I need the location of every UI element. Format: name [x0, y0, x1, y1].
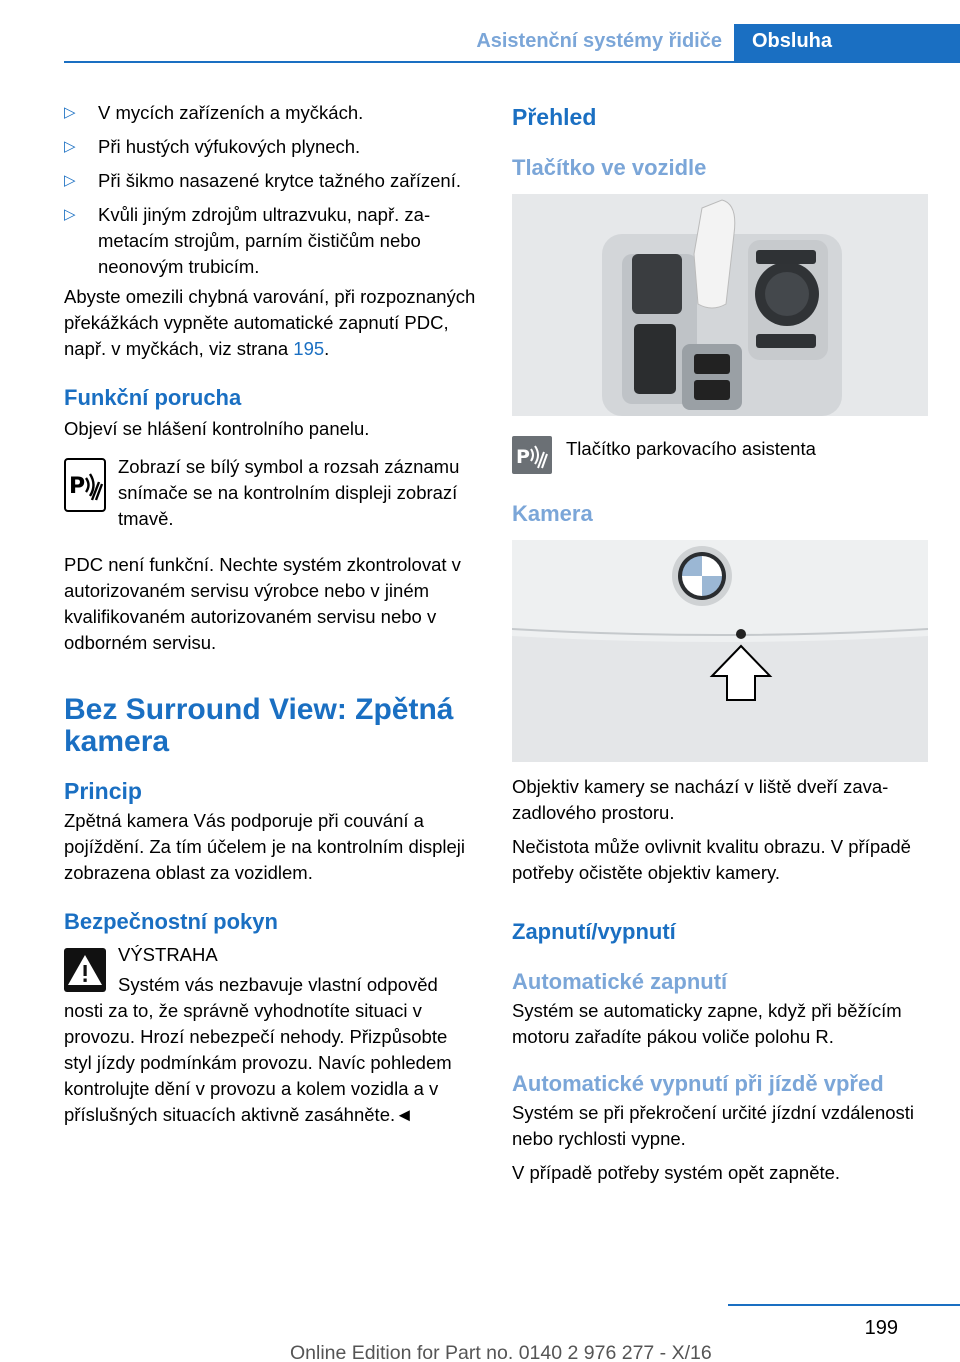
paragraph-auto-off: Systém se při překročení určité jízdní vzdálenosti nebo rychlosti vypne. [512, 1102, 915, 1149]
paragraph-fault: Objeví se hlášení kontrolního panelu. [64, 418, 370, 439]
list-item: ▷ V mycích zařízeních a myčkách. [64, 100, 480, 126]
heading-on-off: Zapnutí/vypnutí [512, 919, 676, 944]
page-header [0, 0, 960, 62]
console-photo [512, 194, 928, 416]
button-caption: Tlačítko parkovacího asistenta [566, 438, 816, 459]
bullet-triangle-icon: ▷ [64, 206, 76, 223]
heading-rear-camera: Bez Surround View: Zpětná kamera [64, 693, 454, 758]
paragraph-switch-on-again: V případě potřeby systém opět zapněte. [512, 1162, 841, 1183]
paragraph-auto-on: Systém se automaticky zapne, když při běžícím motoru zařadíte pákou voliče polohu R. [512, 1000, 902, 1047]
left-column [64, 100, 480, 1128]
bullet-triangle-icon: ▷ [64, 138, 76, 155]
header-rule [64, 61, 960, 63]
fault-icon-row [64, 454, 480, 532]
button-caption-row [512, 436, 928, 468]
header-section-title: Asistenční systémy řidiče [476, 30, 722, 52]
warning-label: VÝSTRAHA [118, 944, 218, 965]
svg-text:P: P [516, 446, 530, 468]
heading-safety: Bezpečnostní pokyn [64, 909, 278, 934]
footer-rule [728, 1304, 960, 1306]
fault-icon-text: Zobrazí se bílý symbol a rozsah záznamu snímače se na kontrolním displeji zobrazí tmavě. [118, 456, 460, 529]
warning-text-first: Systém vás nezbavuje vlastní odpověd [118, 974, 438, 995]
paragraph-pdc-not-functional: PDC není funkční. Nechte systém zkontrolovat v autorizovaném servisu výrobce nebo v jiném kvalifikovaném autorizovaném servisu nebo v odborném servisu. [64, 554, 461, 653]
paragraph-camera-location: Objektiv kamery se nachází v liště dveří zavazadlového prostoru. [512, 776, 889, 823]
heading-auto-on: Automatické zapnutí [512, 969, 728, 994]
header-tab: Obsluha [734, 24, 960, 62]
paragraph-camera-cleaning: Nečistota může ovlivnit kvalitu obrazu. V případě potřeby očistěte objektiv kamery. [512, 836, 911, 883]
right-column [512, 100, 928, 1186]
page-number: 199 [864, 1317, 898, 1339]
pdc-fault-icon [64, 458, 106, 512]
list-item: ▷ Při hustých výfukových plynech. [64, 134, 480, 160]
heading-button-in-vehicle: Tlačítko ve vozidle [512, 155, 707, 180]
svg-text:P: P [69, 474, 86, 499]
heading-overview: Přehled [512, 104, 597, 130]
warning-icon [64, 948, 106, 992]
heading-principle: Princip [64, 778, 142, 804]
bullet-triangle-icon: ▷ [64, 104, 76, 121]
heading-fault: Funkční porucha [64, 385, 242, 410]
list-item: ▷ Kvůli jiným zdrojům ultrazvuku, např. zametacím strojům, parním čističům nebo neonovým trubicím. [64, 204, 431, 277]
camera-photo [512, 540, 928, 762]
pdc-button-icon [512, 436, 552, 474]
list-item: ▷ Při šikmo nasazené krytce tažného zařízení. [64, 168, 480, 194]
heading-camera: Kamera [512, 501, 593, 526]
warning-text: nosti za to, že správně vyhodnotíte situaci v provozu. Hrozí nebezpečí nehody. Přizpůsobte styl jízdy podmínkám provozu. Navíc pohledem kontrolujte dění v provozu a kolem vozidla a v příslušných situacích aktivně zasáhněte.◄ [64, 1000, 452, 1125]
online-edition-note: Online Edition for Part no. 0140 2 976 277 - X/16 [290, 1342, 712, 1362]
page-link[interactable]: 195 [293, 338, 325, 359]
bullet-triangle-icon: ▷ [64, 172, 76, 189]
paragraph-pdc-false-warnings: Abyste omezili chybná varování, při rozpoznaných překážkách vypněte automatické zapnutí PDC, např. v myčkách, viz strana 195. [64, 286, 476, 359]
heading-auto-off: Automatické vypnutí při jízdě vpřed [512, 1071, 884, 1096]
warning-block [64, 942, 480, 998]
paragraph-principle: Zpětná kamera Vás podporuje při couvání a pojíždění. Za tím účelem je na kontrolním displeji zobrazena oblast za vozidlem. [64, 810, 466, 883]
